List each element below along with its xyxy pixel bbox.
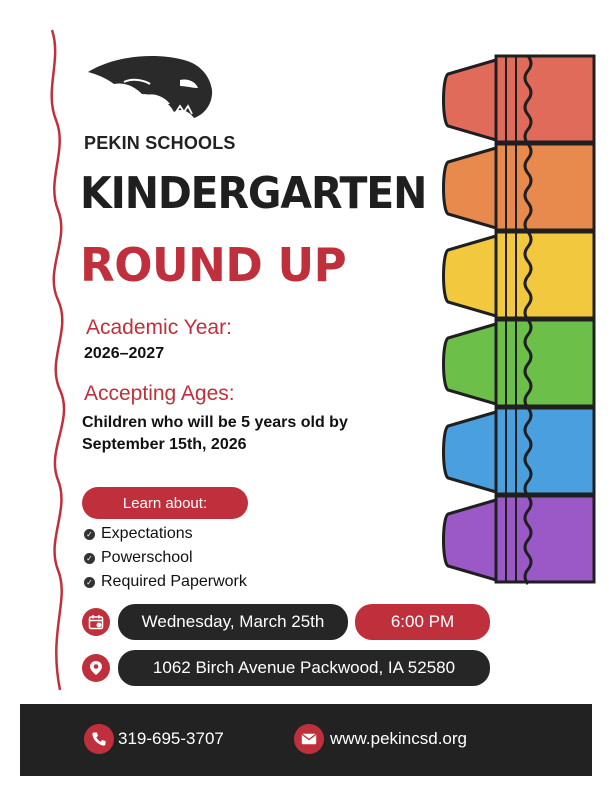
crayon	[444, 496, 595, 584]
event-date-badge: Wednesday, March 25th	[118, 604, 348, 640]
location-pin-icon	[82, 654, 110, 682]
crayon	[444, 144, 595, 232]
email-icon	[294, 724, 324, 754]
phone-number[interactable]: 319-695-3707	[118, 729, 224, 748]
check-circle-icon: ✓	[84, 553, 95, 564]
event-time-badge: 6:00 PM	[355, 604, 490, 640]
accepting-ages-line2: September 15th, 2026	[82, 436, 247, 453]
phone-icon	[84, 724, 114, 754]
list-item	[84, 549, 193, 567]
title-kindergarten: KINDERGARTEN	[80, 168, 427, 219]
decorative-wavy-line	[0, 0, 80, 700]
website-link[interactable]: www.pekincsd.org	[330, 729, 468, 748]
school-name: PEKIN SCHOOLS	[84, 133, 236, 153]
check-circle-icon: ✓	[84, 529, 95, 540]
accepting-ages-line1: Children who will be 5 years old by	[82, 414, 348, 431]
academic-year-value: 2026–2027	[84, 345, 165, 362]
event-address-badge: 1062 Birch Avenue Packwood, IA 52580	[118, 650, 490, 686]
crayon	[444, 320, 595, 408]
footer-bar	[20, 704, 592, 776]
calendar-icon	[82, 608, 110, 636]
list-item-label: Required Paperwork	[101, 573, 247, 590]
crayons-illustration	[440, 54, 596, 594]
list-item	[84, 525, 193, 543]
panther-logo	[84, 52, 216, 122]
crayon	[444, 408, 595, 496]
accepting-ages-heading: Accepting Ages:	[84, 382, 235, 405]
check-circle-icon: ✓	[84, 577, 95, 588]
crayon	[444, 232, 595, 320]
list-item-label: Powerschool	[101, 549, 193, 566]
list-item-label: Expectations	[101, 525, 193, 542]
crayon	[444, 56, 595, 144]
learn-about-label: Learn about:	[82, 487, 248, 519]
list-item	[84, 573, 247, 591]
title-round-up: ROUND UP	[80, 238, 347, 292]
academic-year-heading: Academic Year:	[86, 316, 232, 339]
